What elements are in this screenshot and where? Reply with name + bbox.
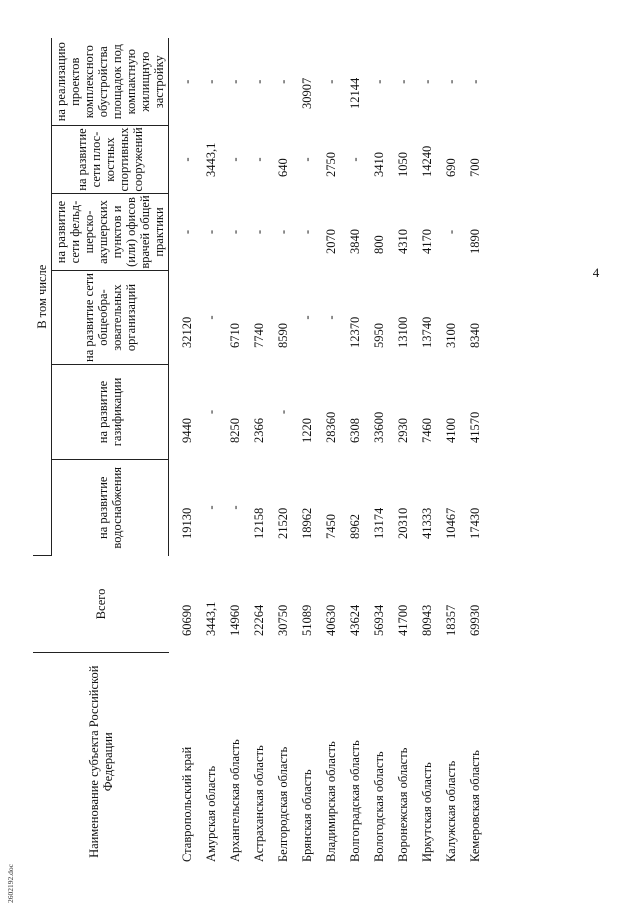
table-cell: -	[204, 315, 218, 320]
table-cell: 4100	[444, 418, 458, 443]
table-cell: 8250	[228, 418, 242, 443]
table-cell: 13100	[396, 316, 410, 348]
table-row	[199, 38, 223, 870]
table-cell: 1220	[300, 418, 314, 443]
table-cell: -	[444, 229, 458, 235]
table-cell: 2366	[252, 418, 266, 443]
table-row	[169, 38, 200, 870]
header-medical: на развитие сети фельд-шерско-акушерских пунктов и (или) офисов врачей общей практики	[52, 194, 169, 271]
table-cell: 8962	[348, 514, 362, 539]
table-cell: 69930	[468, 604, 482, 636]
table-cell: -	[372, 79, 386, 84]
table-cell: 7450	[324, 514, 338, 539]
region-name: Иркутская область	[420, 762, 434, 862]
table-cell: -	[444, 79, 458, 84]
table-cell: 18357	[444, 604, 458, 636]
table-cell: 12144	[348, 77, 362, 109]
table-cell: 21520	[276, 507, 290, 539]
table-cell: -	[204, 229, 218, 235]
table-cell: 18962	[300, 507, 314, 539]
table-cell: 3100	[444, 323, 458, 348]
table-cell: 30907	[300, 77, 314, 109]
header-gas: на развитие газификации	[52, 365, 169, 460]
table-cell: -	[204, 505, 218, 510]
table-cell: -	[252, 157, 266, 162]
table-cell: 41570	[468, 411, 482, 443]
table-cell: 30750	[276, 604, 290, 636]
table-cell: 6308	[348, 418, 362, 443]
table-cell: 2750	[324, 152, 338, 177]
header-housing: на реализацию проектов комплексного обустройства площадок под компактную жилищную застройку	[52, 38, 169, 125]
table-row	[415, 38, 439, 870]
table-cell: -	[228, 505, 242, 510]
header-sports: на развитие сети плос-костных спортивных сооружений	[52, 126, 169, 194]
table-cell: 6710	[228, 323, 242, 348]
table-row	[295, 38, 319, 870]
table-row	[439, 38, 463, 870]
table-cell: -	[396, 79, 410, 84]
table-cell: -	[468, 79, 482, 84]
table-cell: 3410	[372, 152, 386, 177]
table-cell: -	[180, 79, 194, 84]
table-row	[319, 38, 343, 870]
table-cell: -	[252, 229, 266, 235]
page-number: 4	[592, 265, 600, 280]
table-cell: 56934	[372, 604, 386, 636]
table-cell: -	[324, 315, 338, 320]
table-row	[271, 38, 295, 870]
table-cell: 4170	[420, 229, 434, 254]
header-water: на развитие водоснабжения	[52, 460, 169, 556]
region-name: Волгоградская область	[348, 740, 362, 862]
header-schools: на развитие сети общеобра-зовательных организаций	[52, 271, 169, 365]
table-cell: 800	[372, 235, 386, 254]
region-name: Калужская область	[444, 760, 458, 862]
table-cell: 17430	[468, 507, 482, 539]
table-row	[247, 38, 271, 870]
table-cell: 14960	[228, 604, 242, 636]
table-cell: -	[300, 229, 314, 235]
table-cell: 12370	[348, 316, 362, 348]
table-cell: 8590	[276, 323, 290, 348]
table-cell: -	[204, 79, 218, 84]
table-cell: -	[228, 157, 242, 162]
table-cell: 80943	[420, 604, 434, 636]
region-name: Кемеровская область	[468, 750, 482, 862]
table-cell: 14240	[420, 145, 434, 177]
table-cell: 41333	[420, 507, 434, 539]
table-cell: 1890	[468, 229, 482, 254]
header-total: Всего	[33, 556, 169, 653]
table-cell: -	[276, 79, 290, 84]
table-cell: 12158	[252, 507, 266, 539]
table-row	[343, 38, 367, 870]
table-cell: -	[228, 79, 242, 84]
table-cell: 32120	[180, 316, 194, 348]
table-row	[391, 38, 415, 870]
region-name: Астраханская область	[252, 745, 266, 862]
table-cell: 3443,1	[204, 601, 218, 636]
table-cell: 7460	[420, 418, 434, 443]
table-cell: -	[180, 229, 194, 235]
table-cell: 28360	[324, 411, 338, 443]
table-cell: 43624	[348, 604, 362, 636]
table-cell: 700	[468, 158, 482, 177]
table-cell: 3443,1	[204, 142, 218, 177]
table-cell: 19130	[180, 507, 194, 539]
table-cell: -	[324, 79, 338, 84]
table-cell: -	[348, 157, 362, 162]
table-cell: 40630	[324, 604, 338, 636]
table-cell: 41700	[396, 604, 410, 636]
table-cell: 60690	[179, 604, 194, 636]
region-name: Вологодская область	[372, 751, 386, 862]
table-cell: -	[300, 157, 314, 162]
table-cell: -	[180, 157, 194, 162]
table-row	[463, 38, 487, 870]
region-name: Амурская область	[204, 765, 218, 862]
region-name: Брянская область	[300, 769, 314, 862]
region-name: Архангельская область	[228, 739, 242, 862]
table-cell: 8340	[468, 323, 482, 348]
table-cell: 4310	[396, 229, 410, 254]
table-cell: -	[300, 315, 314, 320]
table-cell: -	[276, 409, 290, 415]
table-row	[223, 38, 247, 870]
table-cell: 5950	[372, 323, 386, 348]
table-cell: 20310	[396, 507, 410, 539]
table-cell: 2930	[396, 418, 410, 443]
header-group: В том числе	[33, 38, 52, 555]
table-cell: 1050	[396, 152, 410, 177]
header-region: Наименование субъекта Российской Федерации	[86, 665, 115, 858]
region-name: Воронежская область	[396, 747, 410, 862]
table-cell: 2070	[324, 229, 338, 254]
table-cell: 51089	[300, 604, 314, 636]
table-cell: -	[228, 229, 242, 235]
table-cell: -	[204, 409, 218, 415]
document-footer: 2602192.doc	[6, 864, 15, 903]
region-name: Ставропольский край	[179, 746, 194, 862]
table-cell: -	[276, 229, 290, 235]
table-cell: 3840	[348, 229, 362, 254]
table-cell: 7740	[252, 323, 266, 348]
table-cell: -	[420, 79, 434, 84]
table-cell: 13740	[420, 316, 434, 348]
budget-table	[33, 38, 487, 871]
region-name: Владимирская область	[324, 741, 338, 862]
table-cell: 640	[276, 158, 290, 177]
table-cell: 9440	[180, 418, 194, 443]
region-name: Белгородская область	[276, 746, 290, 862]
table-cell: 33600	[372, 411, 386, 443]
table-row	[367, 38, 391, 870]
table-cell: 690	[444, 158, 458, 177]
table-cell: 22264	[252, 604, 266, 636]
table-cell: -	[252, 79, 266, 84]
table-body	[169, 38, 488, 870]
table-cell: 10467	[444, 507, 458, 539]
table-cell: 13174	[372, 507, 386, 539]
